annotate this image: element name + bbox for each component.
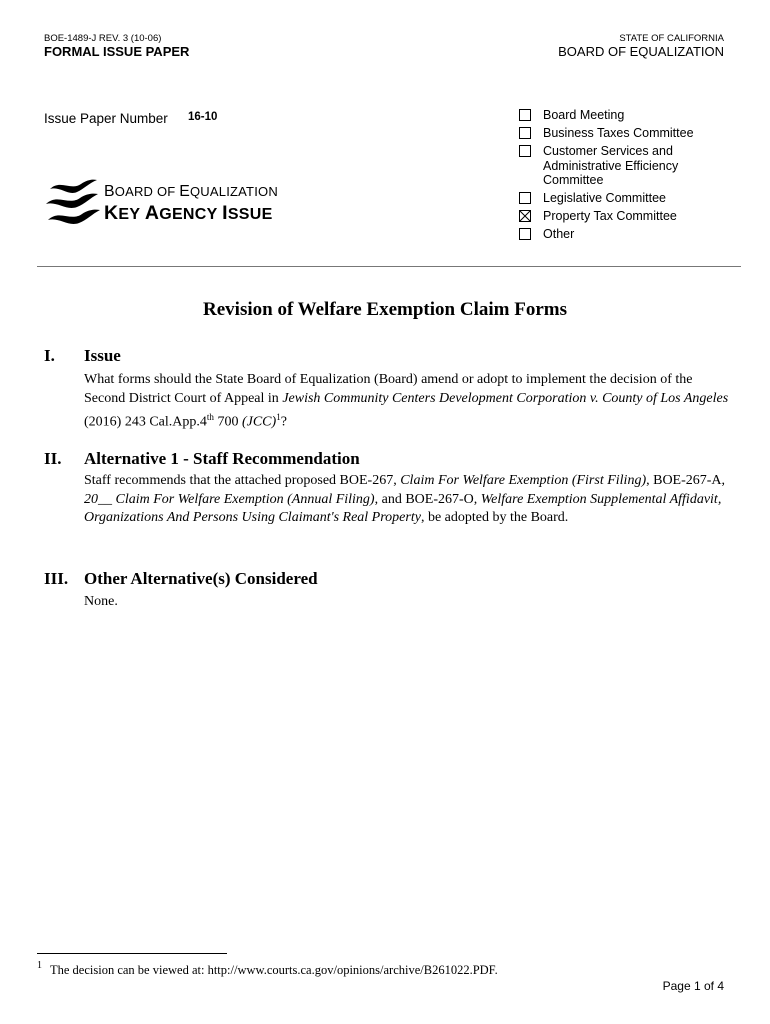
- section-body-other-alternatives: None.: [84, 594, 118, 609]
- checkbox-checked[interactable]: [519, 210, 531, 222]
- checkbox[interactable]: [519, 192, 531, 204]
- checkbox-label: Other: [543, 227, 575, 241]
- footnote-ref: 1: [276, 412, 281, 422]
- boe-waves-logo-icon: [44, 172, 104, 232]
- footnote-marker: 1: [37, 960, 42, 971]
- logo-board-text: BOARD OF EQUALIZATION: [104, 183, 278, 200]
- footnote-divider: [37, 953, 227, 954]
- state-name: STATE OF CALIFORNIA: [619, 33, 724, 44]
- section-number: I.: [44, 346, 55, 365]
- checkbox-label: Legislative Committee: [543, 191, 666, 205]
- footnote: [37, 960, 498, 978]
- header-divider: [37, 266, 741, 267]
- document-title: Revision of Welfare Exemption Claim Forms: [203, 299, 567, 320]
- check-x-icon: [520, 211, 530, 221]
- section-heading-other-alternatives: Other Alternative(s) Considered: [84, 569, 318, 588]
- section-body-issue: What forms should the State Board of Equalization (Board) amend or adopt to implement the decision of the Second District Court of Appeal in Jewish Community Centers Development Corporation v. County of Los Angeles (2016) 243 Cal.App.4th 700 (JCC)$^1$?: [84, 372, 729, 430]
- issue-paper-number: 16-10: [188, 111, 218, 123]
- checkbox[interactable]: [519, 228, 531, 240]
- committee-legislative: [519, 191, 719, 206]
- committee-checklist: [519, 108, 719, 245]
- checkbox-label: Business Taxes Committee: [543, 126, 694, 140]
- logo-key-agency-text: KEY AGENCY ISSUE: [104, 202, 273, 224]
- section-heading-issue: Issue: [84, 346, 121, 365]
- committee-business-taxes: [519, 126, 719, 141]
- form-id: BOE-1489-J REV. 3 (10-06): [44, 33, 162, 44]
- checkbox[interactable]: [519, 127, 531, 139]
- board-name: BOARD OF EQUALIZATION: [558, 44, 724, 59]
- checkbox[interactable]: [519, 145, 531, 157]
- checkbox-label: Customer Services and Administrative Efficiency Committee: [543, 144, 679, 187]
- committee-customer-services: [519, 144, 719, 188]
- checkbox[interactable]: [519, 109, 531, 121]
- footnote-text: The decision can be viewed at: http://www.courts.ca.gov/opinions/archive/B261022.PDF.: [50, 963, 498, 977]
- page-number: Page 1 of 4: [662, 979, 724, 993]
- form-type: FORMAL ISSUE PAPER: [44, 44, 190, 59]
- checkbox-label: Property Tax Committee: [543, 209, 677, 223]
- checkbox-label: Board Meeting: [543, 108, 625, 122]
- issue-paper-label: Issue Paper Number: [44, 111, 168, 126]
- committee-other: [519, 227, 719, 242]
- committee-board-meeting: [519, 108, 719, 123]
- section-number: III.: [44, 569, 69, 588]
- section-body-alternative-1: Staff recommends that the attached proposed BOE-267, Claim For Welfare Exemption (First Filing), BOE-267-A, 20__ Claim For Welfare Exemption (Annual Filing), and BOE-267-O, Welfare Exemption Supplemental Affidavit, Organizations And Persons Using Claimant's Real Property, be adopted by the Board.: [84, 473, 726, 525]
- section-number: II.: [44, 449, 62, 468]
- committee-property-tax: [519, 209, 719, 224]
- section-heading-alternative-1: Alternative 1 - Staff Recommendation: [84, 449, 360, 468]
